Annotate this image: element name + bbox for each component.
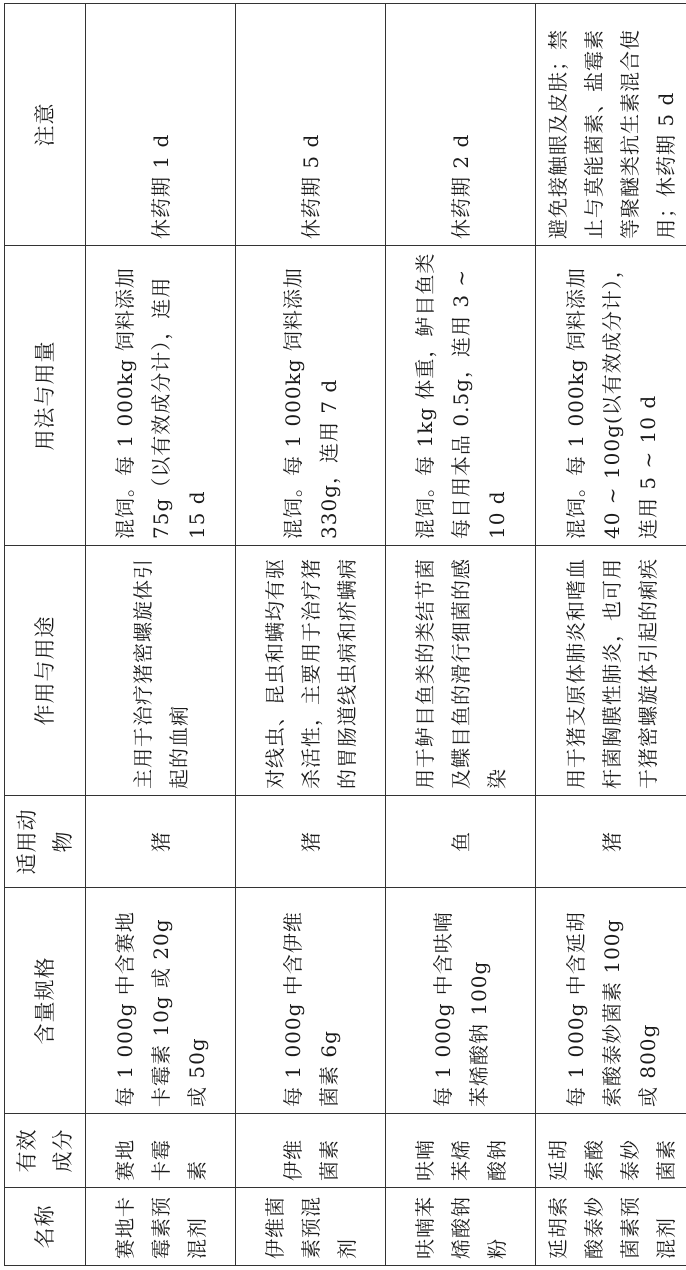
cell-dosage: 混饲。每 1kg 体重，鲈目鱼类每日用本品 0.5g，连用 3 ~ 10 d <box>386 246 536 546</box>
header-ingredient: 有效成分 <box>5 1114 86 1188</box>
table-row <box>536 4 686 1266</box>
cell-ingredient: 呋喃苯烯酸钠 <box>386 1114 536 1188</box>
cell-content: 每 1 000g 中含伊维菌素 6g <box>236 888 386 1114</box>
header-use: 作用与用途 <box>5 546 86 796</box>
cell-dosage: 混饲。每 1 000kg 饲料添加 75g（以有效成分计），连用 15 d <box>86 246 236 546</box>
table-row <box>236 4 386 1266</box>
cell-ingredient: 伊维菌素 <box>236 1114 386 1188</box>
cell-use: 对线虫、昆虫和螨均有驱杀活性，主要用于治疗猪的胃肠道线虫病和疥螨病 <box>236 546 386 796</box>
cell-content: 每 1 000g 中含呋喃苯烯酸钠 100g <box>386 888 536 1114</box>
cell-animal: 鱼 <box>386 796 536 888</box>
cell-note: 休药期 5 d <box>236 4 386 246</box>
cell-animal: 猪 <box>236 796 386 888</box>
drug-table <box>4 3 686 1266</box>
cell-ingredient: 延胡索酸泰妙菌素 <box>536 1114 686 1188</box>
cell-ingredient: 赛地卡霉素 <box>86 1114 236 1188</box>
header-name: 名称 <box>5 1188 86 1266</box>
header-note: 注意 <box>5 4 86 246</box>
header-dosage: 用法与用量 <box>5 246 86 546</box>
cell-content: 每 1 000g 中含赛地卡霉素 10g 或 20g 或 50g <box>86 888 236 1114</box>
cell-note: 避免接触眼及皮肤；禁止与莫能菌素、盐霉素等聚醚类抗生素混合使用；休药期 5 d <box>536 4 686 246</box>
table-row <box>386 4 536 1266</box>
cell-note: 休药期 2 d <box>386 4 536 246</box>
cell-content: 每 1 000g 中含延胡索酸泰妙菌素 100g 或 800g <box>536 888 686 1114</box>
cell-use: 用于鲈目鱼类的类结节菌及鲽目鱼的滑行细菌的感染 <box>386 546 536 796</box>
cell-use: 用于猪支原体肺炎和嗜血杆菌胸膜性肺炎，也可用于猪密螺旋体引起的痢疾 <box>536 546 686 796</box>
cell-note: 休药期 1 d <box>86 4 236 246</box>
cell-name: 伊维菌素预混剂 <box>236 1188 386 1266</box>
cell-dosage: 混饲。每 1 000kg 饲料添加 40 ~ 100g(以有效成分计），连用 5 ~ 10 d <box>536 246 686 546</box>
header-animal: 适用动物 <box>5 796 86 888</box>
cell-name: 呋喃苯烯酸钠粉 <box>386 1188 536 1266</box>
cell-dosage: 混饲。每 1 000kg 饲料添加 330g，连用 7 d <box>236 246 386 546</box>
cell-name: 赛地卡霉素预混剂 <box>86 1188 236 1266</box>
cell-use: 主用于治疗猪密螺旋体引起的血痢 <box>86 546 236 796</box>
cell-animal: 猪 <box>536 796 686 888</box>
table-row <box>86 4 236 1266</box>
cell-animal: 猪 <box>86 796 236 888</box>
cell-name: 延胡索酸泰妙菌素预混剂 <box>536 1188 686 1266</box>
header-content: 含量规格 <box>5 888 86 1114</box>
table-header-row <box>5 4 86 1266</box>
